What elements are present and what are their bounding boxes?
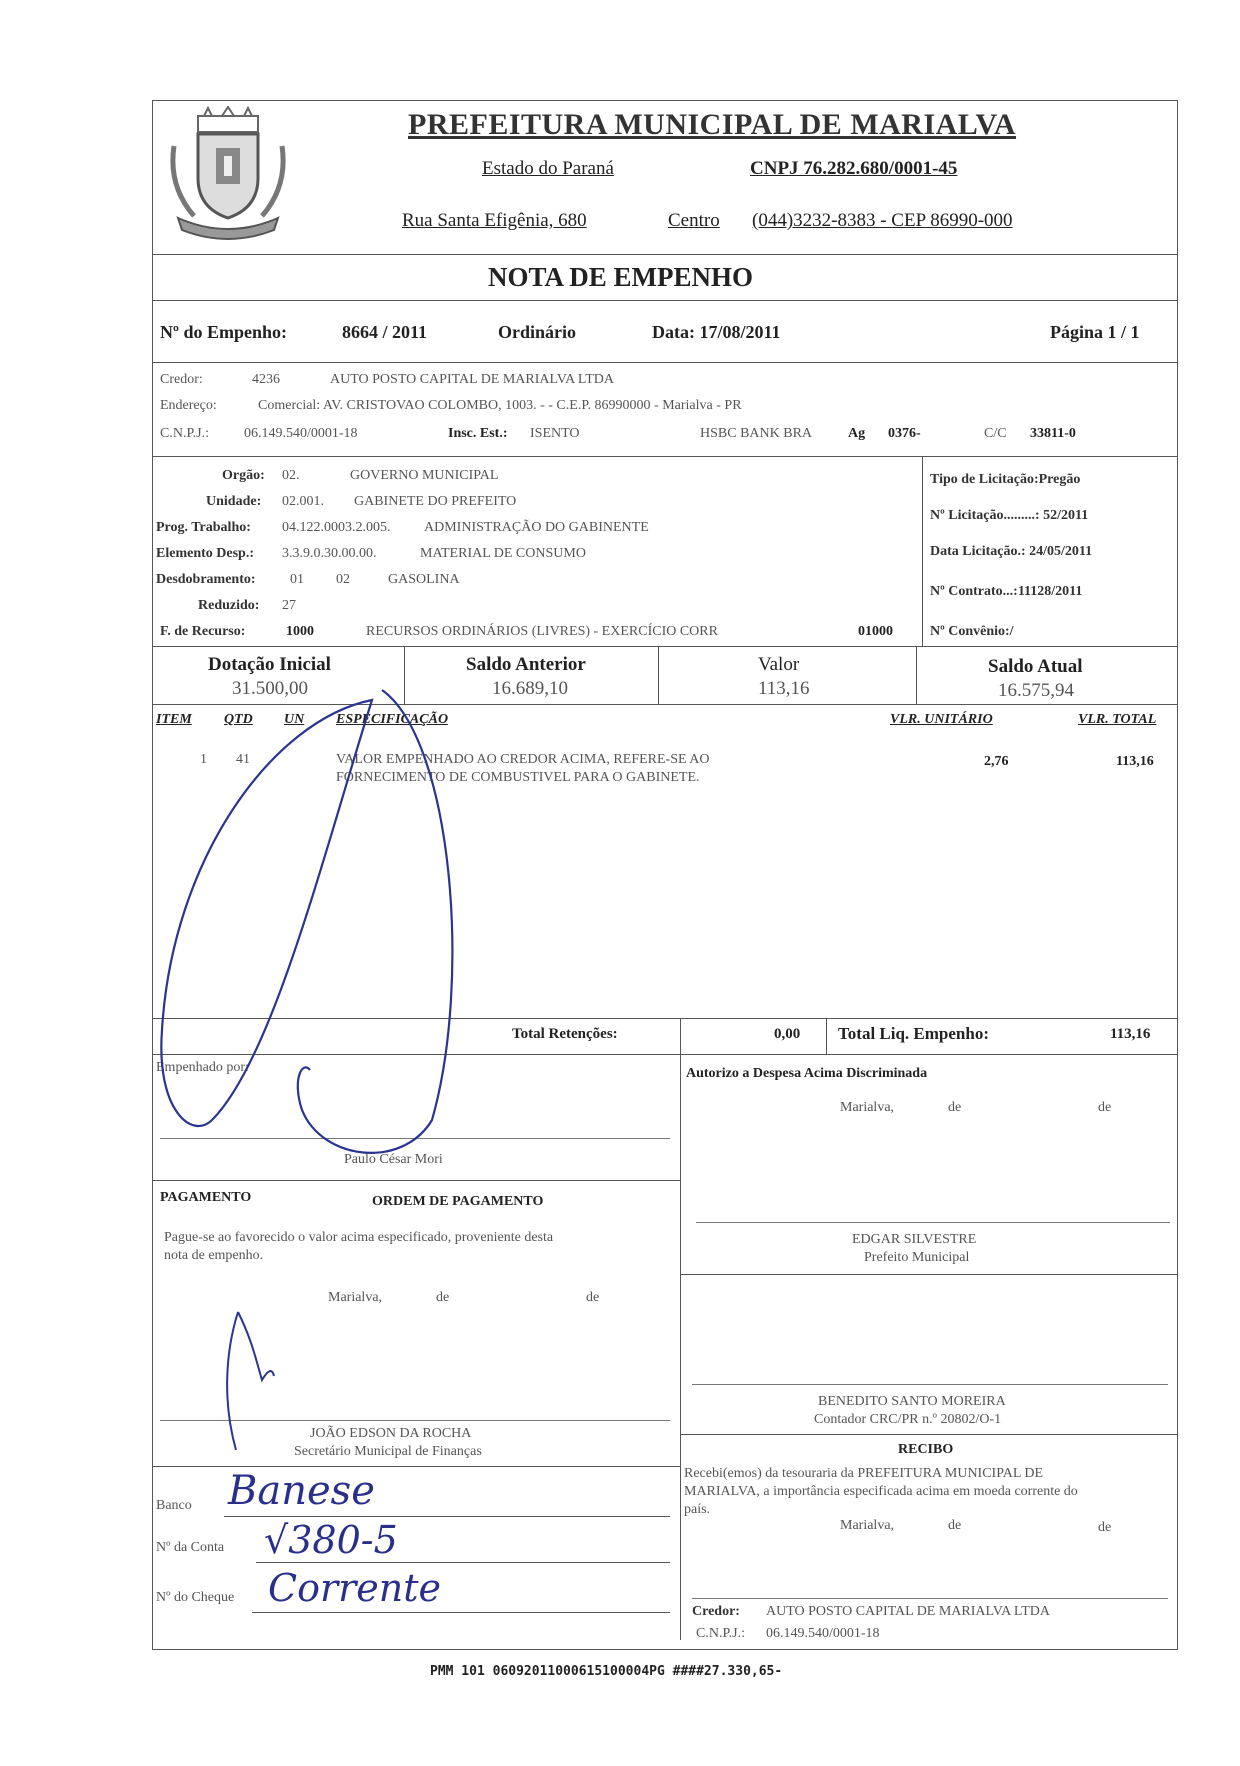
unidade-code: 02.001. [282,494,324,509]
saldo-value: 16.575,94 [998,680,1074,701]
contador-signer: BENEDITO SANTO MOREIRA [818,1394,1006,1409]
agency-label: Ag [848,426,866,441]
recibo-label: RECIBO [898,1442,954,1457]
saldo-value: 31.500,00 [232,678,308,699]
saldo-label: Valor [758,654,800,675]
unidade-name: GABINETE DO PREFEITO [354,494,517,509]
desdobramento-2: 02 [336,572,350,587]
cheque-label: Nº do Cheque [156,1590,235,1605]
cheque-handwritten: Corrente [268,1566,442,1610]
item-number: 1 [200,752,207,767]
items-header-item: ITEM [156,712,192,727]
pagamento-text-line1: Pague-se ao favorecido o valor acima especificado, proveniente desta [164,1230,554,1245]
cnpj-label: CNPJ 76.282.680/0001-45 [750,158,958,179]
reduzido-label: Reduzido: [198,598,260,613]
saldo-value: 113,16 [758,678,810,699]
state-label: Estado do Paraná [482,158,614,179]
recurso-number: 01000 [858,624,893,639]
item-total: 113,16 [1116,754,1154,769]
handwritten-signature [152,100,1178,1650]
elemento-label: Elemento Desp.: [156,546,254,561]
prog-label: Prog. Trabalho: [156,520,251,535]
items-header-qtd: QTD [224,712,253,727]
recibo-cnpj: 06.149.540/0001-18 [766,1626,880,1641]
desdobramento-name: GASOLINA [388,572,460,587]
pagamento-de1: de [436,1290,450,1305]
prog-code: 04.122.0003.2.005. [282,520,391,535]
pagamento-de2: de [586,1290,600,1305]
items-header-un: UN [284,712,305,727]
tipo-licitacao: Tipo de Licitação:Pregão [930,472,1081,487]
district-label: Centro [668,210,720,231]
credor-code: 4236 [252,372,280,387]
bank-name: HSBC BANK BRA [700,426,813,441]
credor-name: AUTO POSTO CAPITAL DE MARIALVA LTDA [330,372,614,387]
reduzido-value: 27 [282,598,296,613]
item-qtd: 41 [236,752,250,767]
autorizo-label: Autorizo a Despesa Acima Discriminada [686,1066,928,1081]
empenhado-por-name: Paulo César Mori [344,1152,443,1167]
numero-licitacao: Nº Licitação.........: 52/2011 [930,508,1089,523]
agency-value: 0376- [888,426,921,441]
conta-label: Nº da Conta [156,1540,225,1555]
municipality-title: PREFEITURA MUNICIPAL DE MARIALVA [408,108,1017,141]
phone-cep-label: (044)3232-8383 - CEP 86990-000 [752,210,1013,231]
recibo-place: Marialva, [840,1518,895,1533]
insc-label: Insc. Est.: [448,426,508,441]
empenho-number: 8664 / 2011 [342,322,428,342]
total-liquido-label: Total Liq. Empenho: [838,1024,989,1043]
page-number: Página 1 / 1 [1050,322,1140,342]
orgao-code: 02. [282,468,300,483]
credor-label: Credor: [160,372,203,387]
banco-handwritten: Banese [228,1468,375,1514]
pagamento-text-line2: nota de empenho. [164,1248,264,1263]
contador-role: Contador CRC/PR n.º 20802/O-1 [814,1412,1002,1427]
account-value: 33811-0 [1030,426,1076,441]
item-desc-line2: FORNECIMENTO DE COMBUSTIVEL PARA O GABINETE. [336,770,700,785]
saldo-label: Dotação Inicial [208,654,331,675]
recurso-label: F. de Recurso: [160,624,246,639]
autorizo-de1: de [948,1100,962,1115]
saldo-label: Saldo Atual [988,656,1083,677]
document-title: NOTA DE EMPENHO [488,262,754,292]
address-field-label: Endereço: [160,398,217,413]
desdobramento-1: 01 [290,572,304,587]
empenhado-por-label: Empenhado por: [156,1060,249,1075]
numero-contrato: Nº Contrato...:11128/2011 [930,584,1083,599]
recibo-text-line2: MARIALVA, a importância especificada acima em moeda corrente do [684,1484,1078,1499]
total-liquido-value: 113,16 [1110,1026,1151,1042]
unidade-label: Unidade: [206,494,262,509]
saldo-label: Saldo Anterior [466,654,586,675]
recibo-credor-label: Credor: [692,1604,740,1619]
address-label: Rua Santa Efigênia, 680 [402,210,587,231]
empenho-date: Data: 17/08/2011 [652,322,781,342]
autorizo-place: Marialva, [840,1100,895,1115]
insc-value: ISENTO [530,426,580,441]
ordem-pagamento-label: ORDEM DE PAGAMENTO [372,1194,544,1209]
pagamento-signer: JOÃO EDSON DA ROCHA [310,1426,472,1441]
autorizo-signer-role: Prefeito Municipal [864,1250,970,1265]
recibo-text-line3: país. [684,1502,711,1517]
empenho-number-label: Nº do Empenho: [160,322,287,342]
autorizo-signer: EDGAR SILVESTRE [852,1232,977,1247]
autorizo-de2: de [1098,1100,1112,1115]
banco-label: Banco [156,1498,192,1513]
data-licitacao: Data Licitação.: 24/05/2011 [930,544,1093,559]
recibo-cnpj-label: C.N.P.J.: [696,1626,746,1641]
credor-cnpj-label: C.N.P.J.: [160,426,210,441]
elemento-code: 3.3.9.0.30.00.00. [282,546,377,561]
item-desc-line1: VALOR EMPENHADO AO CREDOR ACIMA, REFERE-SE AO [336,752,710,767]
items-header-total: VLR. TOTAL [1078,712,1157,727]
footer-code: PMM 101 06092011000615100004PG ####27.330,65- [430,1664,783,1679]
pagamento-signer-role: Secretário Municipal de Finanças [294,1444,482,1459]
pagamento-place: Marialva, [328,1290,383,1305]
recurso-code: 1000 [286,624,314,639]
conta-handwritten: √380-5 [264,1518,398,1562]
elemento-name: MATERIAL DE CONSUMO [420,546,586,561]
recurso-name: RECURSOS ORDINÁRIOS (LIVRES) - EXERCÍCIO CORR [366,624,718,639]
nota-de-empenho-document [152,100,1178,1650]
orgao-name: GOVERNO MUNICIPAL [350,468,499,483]
pagamento-label: PAGAMENTO [160,1190,252,1205]
items-header-espec: ESPECIFICAÇÃO [336,712,449,727]
items-header-unit: VLR. UNITÁRIO [890,712,993,727]
total-retencoes-label: Total Retenções: [512,1026,618,1042]
orgao-label: Orgão: [222,468,265,483]
desdobramento-label: Desdobramento: [156,572,256,587]
saldo-value: 16.689,10 [492,678,568,699]
prog-name: ADMINISTRAÇÃO DO GABINENTE [424,520,649,535]
recibo-credor-name: AUTO POSTO CAPITAL DE MARIALVA LTDA [766,1604,1050,1619]
recibo-de1: de [948,1518,962,1533]
recibo-text-line1: Recebi(emos) da tesouraria da PREFEITURA MUNICIPAL DE [684,1466,1044,1481]
credor-cnpj: 06.149.540/0001-18 [244,426,358,441]
account-label: C/C [984,426,1007,441]
numero-convenio: Nº Convênio:/ [930,624,1014,639]
recibo-de2: de [1098,1520,1112,1535]
empenho-type: Ordinário [498,322,577,342]
item-unit-price: 2,76 [984,754,1009,769]
total-retencoes-value: 0,00 [774,1026,801,1042]
credor-address: Comercial: AV. CRISTOVAO COLOMBO, 1003. - - C.E.P. 86990000 - Marialva - PR [258,398,742,413]
